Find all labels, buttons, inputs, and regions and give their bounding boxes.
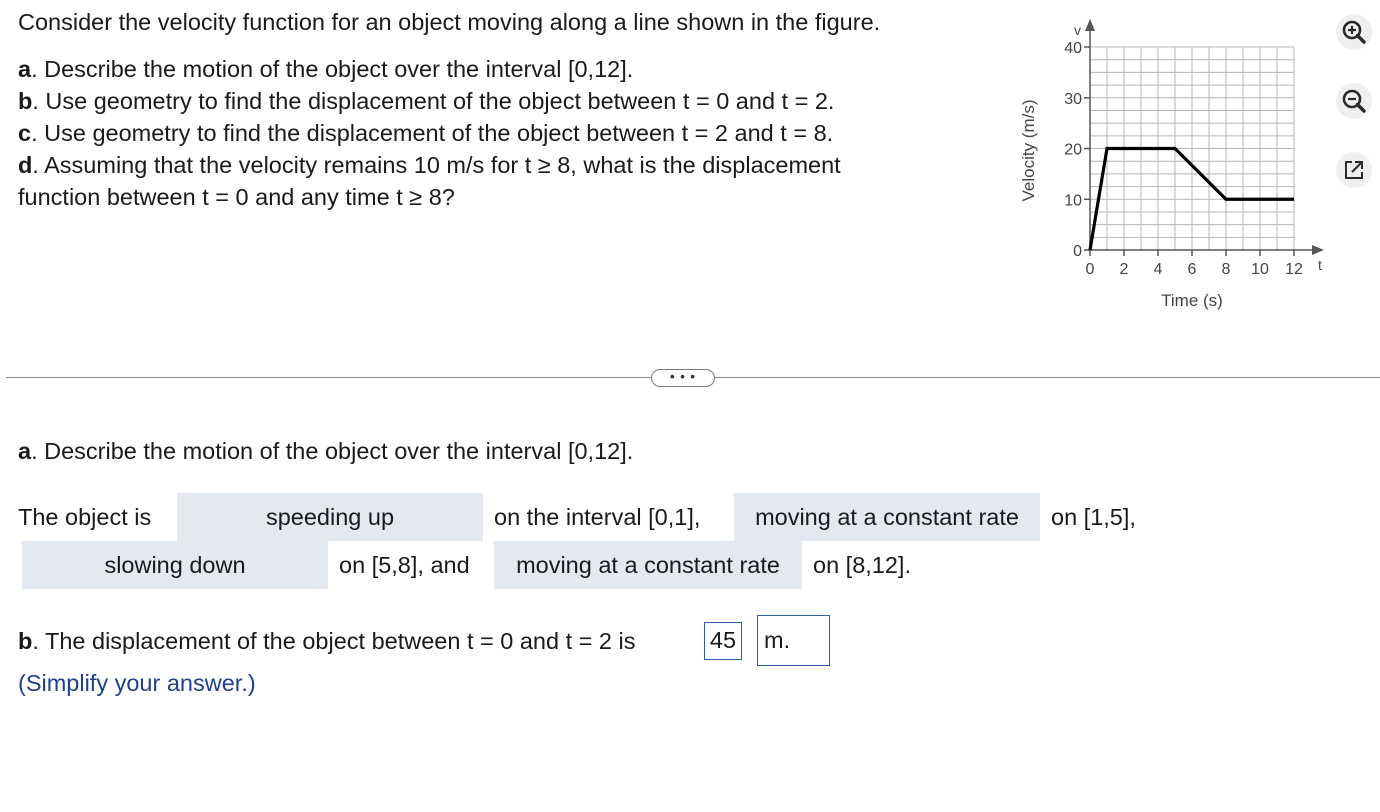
motion-dropdown-4[interactable]: moving at a constant rate: [494, 541, 802, 589]
x-tick-label: 4: [1153, 261, 1163, 278]
motion-dropdown-2[interactable]: moving at a constant rate: [734, 493, 1040, 541]
expand-button[interactable]: • • •: [651, 369, 715, 387]
question-part-d: d. Assuming that the velocity remains 10 m/s for t ≥ 8, what is the displacement: [18, 152, 841, 178]
simplify-note: (Simplify your answer.): [18, 670, 256, 696]
x-tick-label: 6: [1187, 261, 1197, 278]
y-tick-label: 10: [1064, 192, 1082, 210]
x-axis-name: t: [1318, 257, 1322, 273]
x-tick-label: 2: [1119, 261, 1129, 278]
y-axis-arrow: [1085, 19, 1095, 31]
answer-line1-prefix: The object is: [18, 504, 152, 530]
x-tick-label: 10: [1251, 261, 1269, 278]
answer-line1-mid2: on [1,5],: [1051, 504, 1136, 530]
question-parts: [18, 53, 841, 213]
answer-line2-end: on [8,12].: [813, 552, 911, 578]
zoom-in-button[interactable]: [1336, 14, 1372, 50]
unit-answer-box[interactable]: m.: [757, 615, 830, 666]
answer-line2-mid: on [5,8], and: [339, 552, 470, 578]
answer-line1-mid1: on the interval [0,1],: [494, 504, 701, 530]
displacement-answer-box[interactable]: 45: [704, 622, 742, 660]
question-part-c: c. Use geometry to find the displacement of the object between t = 2 and t = 8.: [18, 120, 834, 146]
motion-dropdown-3[interactable]: slowing down: [22, 541, 328, 589]
answer-part-b: b. The displacement of the object between t = 0 and t = 2 is: [18, 628, 636, 654]
y-axis-label: Velocity (m/s): [1019, 99, 1038, 202]
popout-icon: [1341, 157, 1367, 183]
y-tick-label: 30: [1064, 90, 1082, 108]
question-part-d-continued: function between t = 0 and any time t ≥ 8?: [18, 184, 455, 210]
x-axis-arrow: [1312, 245, 1324, 255]
y-tick-label: 0: [1073, 243, 1082, 260]
x-tick-label: 8: [1221, 261, 1231, 278]
x-tick-label: 12: [1285, 261, 1303, 278]
y-tick-label: 40: [1064, 40, 1082, 57]
zoom-out-icon: [1340, 87, 1368, 115]
x-tick-label: 0: [1085, 261, 1095, 278]
y-tick-label: 20: [1064, 141, 1082, 159]
motion-dropdown-1[interactable]: speeding up: [177, 493, 483, 541]
velocity-chart: [1010, 10, 1330, 310]
popout-button[interactable]: [1336, 152, 1372, 188]
answer-part-a-heading: a. Describe the motion of the object over the interval [0,12].: [18, 438, 634, 464]
question-part-a: a. Describe the motion of the object over the interval [0,12].: [18, 56, 634, 82]
y-axis-name: v: [1074, 22, 1081, 38]
zoom-in-icon: [1340, 18, 1368, 46]
zoom-out-button[interactable]: [1336, 83, 1372, 119]
question-intro: Consider the velocity function for an object moving along a line shown in the figure.: [18, 9, 881, 35]
question-part-b: b. Use geometry to find the displacement of the object between t = 0 and t = 2.: [18, 88, 835, 114]
x-axis-label: Time (s): [1161, 291, 1223, 310]
